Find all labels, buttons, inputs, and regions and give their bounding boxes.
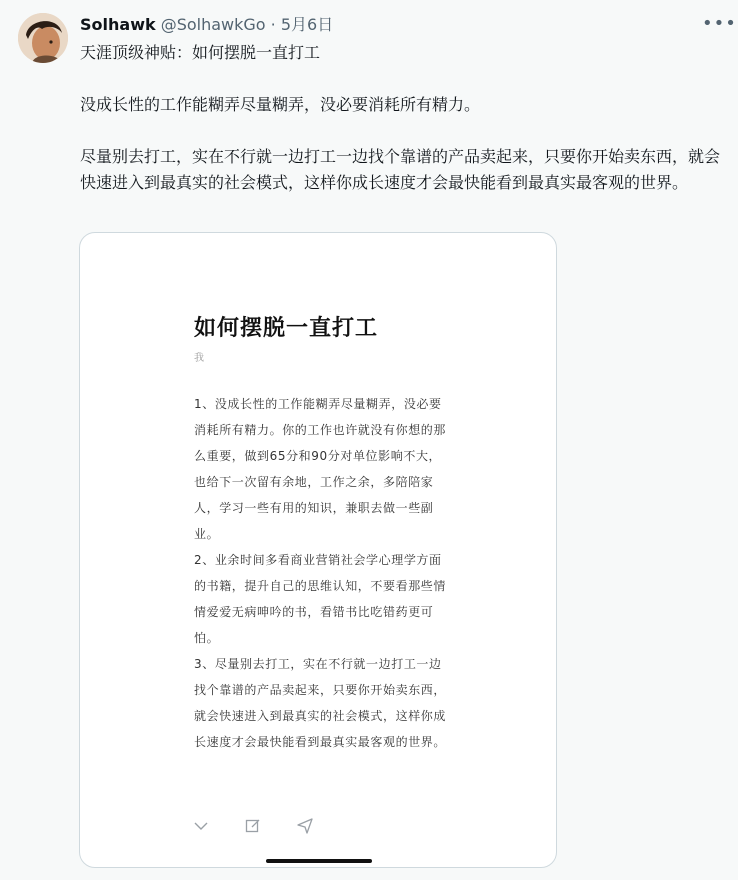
- tweet-media-image[interactable]: [79, 232, 557, 868]
- article-author: 我: [194, 353, 204, 364]
- article-paragraph: 2、业余时间多看商业营销社会学心理学方面的书籍，提升自己的思维认知，不要看那些情情爱爱无病呻吟的书，看错书比吃错药更可怕。: [194, 553, 447, 645]
- timestamp[interactable]: 5月6日: [280, 15, 334, 34]
- article-body: [194, 391, 450, 755]
- edit-icon: [244, 817, 262, 835]
- display-name[interactable]: Solhawk: [80, 15, 156, 34]
- article-paragraph: 3、尽量别去打工，实在不行就一边打工一边找个靠谱的产品卖起来，只要你开始卖东西，就会快速进入到最真实的社会模式，这样你成长速度才会最快能看到最真实最客观的世界。: [194, 657, 447, 749]
- more-horizontal-icon[interactable]: •••: [702, 13, 737, 34]
- tweet-text: 天涯顶级神贴：如何摆脱一直打工 没成长性的工作能糊弄尽量糊弄，没必要消耗所有精力。 尽量别去打工，实在不行就一边打工一边找个靠谱的产品卖起来，只要你开始卖东西，就会快速进入到最真实的社会模式，这样你成长速度才会最快能看到最真实最客观的世界。: [80, 43, 721, 192]
- avatar[interactable]: [18, 13, 68, 63]
- chevron-down-icon: [192, 817, 210, 835]
- user-handle[interactable]: @SolhawkGo: [160, 15, 266, 34]
- separator: ·: [270, 15, 276, 34]
- home-indicator: [266, 859, 372, 863]
- article-paragraph: 1、没成长性的工作能糊弄尽量糊弄，没必要消耗所有精力。你的工作也许就没有你想的那么重要，做到65分和90分对单位影响不大，也给下一次留有余地，工作之余，多陪陪家人，学习一些有用的知识，兼职去做一些副业。: [194, 397, 447, 541]
- send-icon: [296, 817, 314, 835]
- article-title: 如何摆脱一直打工: [194, 316, 379, 341]
- tweet-header: [80, 14, 333, 36]
